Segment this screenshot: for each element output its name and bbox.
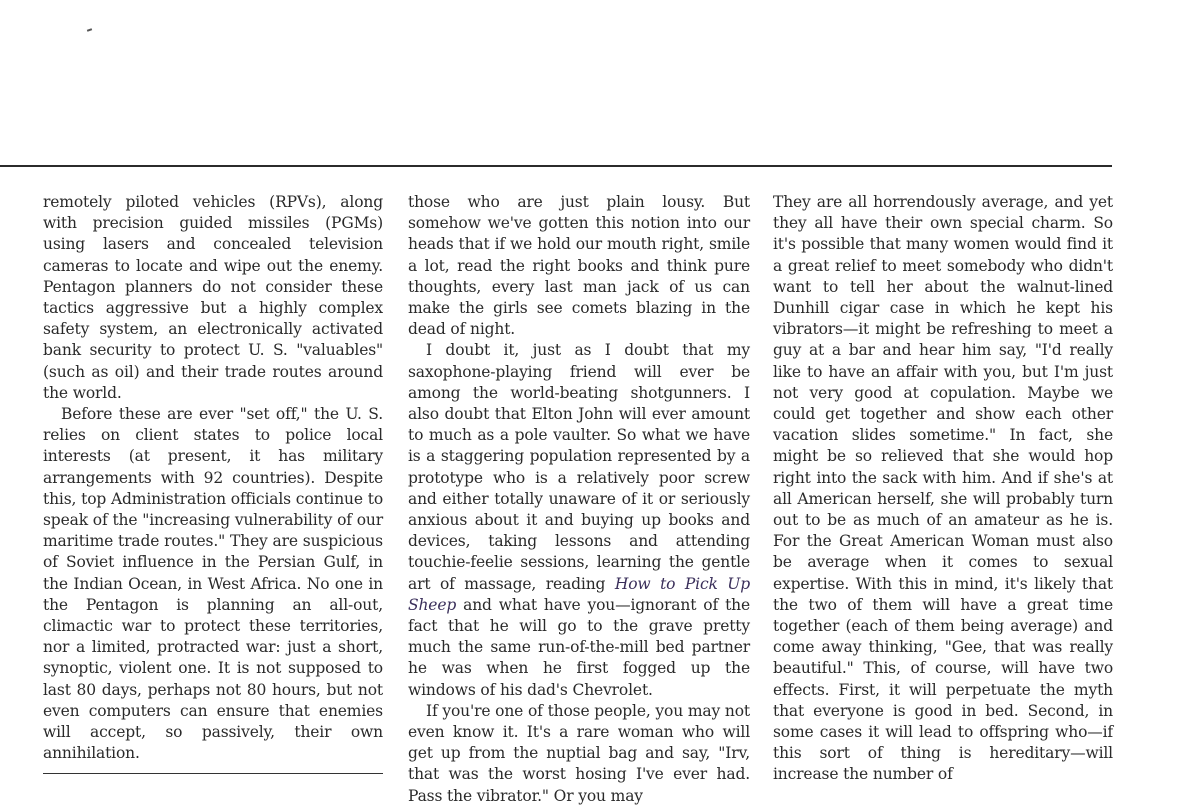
paragraph: If you're one of those people, you may not even know it. It's a rare woman who will get up from the nuptial bag and say, "Irv, that was the worst hosing I've ever had. Pass the vibrator." Or you may (408, 701, 750, 805)
paragraph-text: and what have you—ignorant of the fact that he will go to the grave pretty much the same run-of-the-mill bed partner he was when he first fogged up the windows of his dad's Chevrolet. (408, 595, 750, 699)
paragraph: They are all horrendously average, and yet they all have their own special charm. So it's possible that many women would find it a great relief to meet somebody who didn't want to tell her about the walnut-lined Dunhill cigar case in which he kept his vibrators—it might be refreshing to meet a guy at a bar and hear him say, "I'd really like to have an affair with you, but I'm just not very good at copulation. Maybe we could get together and show each other vacation slides sometime." In fact, she might be so relieved that she would hop right into the sack with him. And if she's at all American herself, she will probably turn out to be as much of an amateur as he is. For the Great American Woman must also be average when it comes to sexual expertise. With this in mind, it's likely that the two of them will have a great time together (each of them being average) and come away thinking, "Gee, that was really beautiful." This, of course, will have two effects. First, it will perpetuate the myth that everyone is good in bed. Second, in some cases it will lead to offspring who—if this sort of thing is hereditary—will increase the number of (773, 193, 1113, 784)
column-end-rule (43, 773, 383, 774)
column-middle (408, 192, 750, 807)
paragraph (408, 340, 750, 700)
header-rule (0, 165, 1112, 167)
paragraph: those who are just plain lousy. But somehow we've gotten this notion into our heads that if we hold our mouth right, smile a lot, read the right books and think pure thoughts, every last man jack of us can make the girls see comets blazing in the dead of night. (408, 193, 750, 339)
paragraph: Before these are ever "set off," the U. S. relies on client states to police local interests (at present, it has military arrangements with 92 countries). Despite this, top Administration officials continue to speak of the "increasing vulnerability of our maritime trade routes." They are suspicious of Soviet influence in the Persian Gulf, in the Indian Ocean, in West Africa. No one in the Pentagon is planning an all-out, climactic war to protect these territories, nor a limited, protracted war: just a short, synoptic, violent one. It is not supposed to last 80 days, perhaps not 80 hours, but not even computers can ensure that enemies will accept, so passively, their own annihilation. (43, 405, 383, 763)
paragraph: remotely piloted vehicles (RPVs), along with precision guided missiles (PGMs) using lasers and concealed television cameras to locate and wipe out the enemy. Pentagon planners do not consider these tactics aggressive but a highly complex safety system, an electronically activated bank security to protect U. S. "valuables" (such as oil) and their trade routes around the world. (43, 193, 383, 402)
column-right (773, 192, 1113, 786)
paragraph-text: I doubt it, just as I doubt that my saxophone-playing friend will ever be among the world-beating shotgunners. I also doubt that Elton John will ever amount to much as a pole vaulter. So what we have is a staggering population represented by a prototype who is a relatively poor screw and either totally unaware of it or seriously anxious about it and buying up books and devices, taking lessons and attending touchie-feelie sessions, learning the gentle art of massage, reading (408, 341, 750, 593)
scan-speck (87, 28, 92, 32)
column-left (43, 192, 383, 764)
book-title: How to Pick Up Sheep (408, 574, 750, 614)
